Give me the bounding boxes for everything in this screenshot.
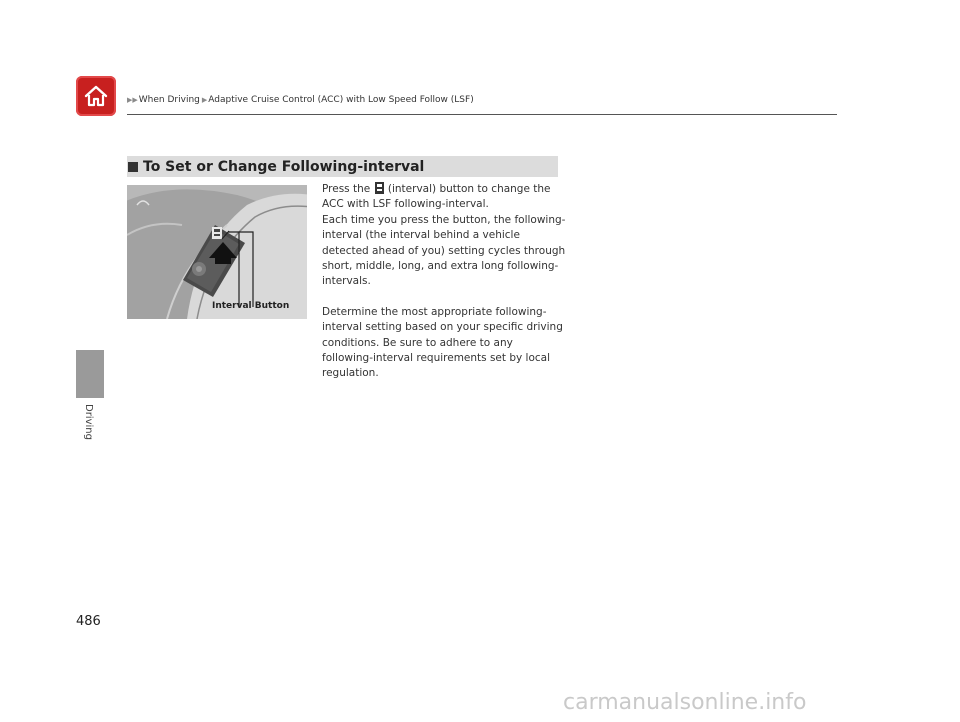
illustration-label: Interval Button	[212, 301, 290, 311]
breadcrumb-item[interactable]: When Driving	[138, 95, 200, 105]
header-divider	[127, 114, 837, 115]
paragraph-text: Press the	[322, 183, 374, 195]
interval-icon	[375, 182, 384, 194]
body-text	[322, 182, 567, 382]
paragraph: Determine the most appropriate following-interval setting based on your specific driving conditions. Be sure to adhere to any following-interval requirements set by local regulation.	[322, 305, 563, 380]
page-number: 486	[76, 614, 101, 629]
paragraph	[322, 182, 567, 213]
section-tab	[76, 350, 104, 398]
section-header	[127, 156, 558, 177]
watermark: carmanualsonline.info	[563, 690, 807, 715]
home-button[interactable]	[76, 76, 116, 116]
section-tab-label: Driving	[83, 404, 94, 440]
breadcrumb-arrow-icon: ▶▶	[127, 96, 138, 104]
section-title: To Set or Change Following-interval	[143, 158, 425, 175]
breadcrumb	[127, 95, 474, 105]
steering-wheel-illustration	[127, 185, 307, 319]
square-bullet-icon	[128, 162, 138, 172]
home-icon	[83, 84, 109, 108]
breadcrumb-item[interactable]: Adaptive Cruise Control (ACC) with Low Speed Follow (LSF)	[208, 95, 474, 105]
breadcrumb-arrow-icon: ▶	[201, 96, 208, 104]
paragraph-text: (interval) button to change the ACC with LSF following-interval.	[322, 183, 551, 211]
paragraph: Each time you press the button, the following-interval (the interval behind a vehicle detected ahead of you) setting cycles through short, middle, long, and extra long following-intervals.	[322, 213, 566, 288]
